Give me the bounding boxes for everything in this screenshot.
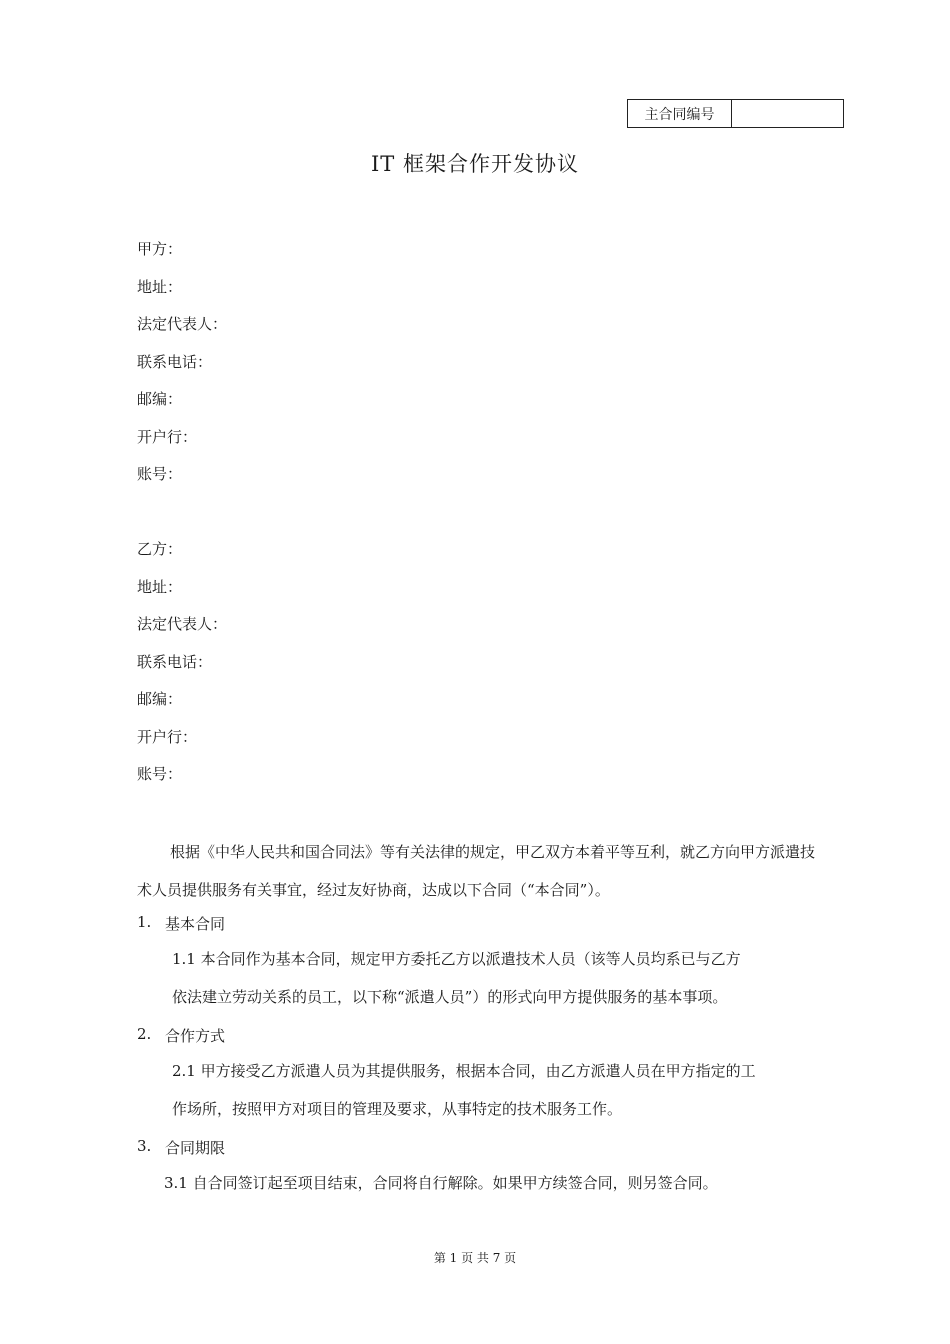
section-heading bbox=[137, 1025, 225, 1046]
section-heading bbox=[137, 1137, 225, 1158]
party-a-bank-field: 开户行： bbox=[137, 427, 198, 446]
party-a-name-field: 甲方： bbox=[137, 240, 183, 258]
intro-paragraph: 根据《中华人民共和国合同法》等有关法律的规定，甲乙双方本着平等互利，就乙方向甲方派遣技术人员提供服务有关事宜，经过友好协商，达成以下合同（“本合同”）。 bbox=[137, 843, 816, 899]
party-b-block bbox=[137, 537, 227, 800]
section-title: 合作方式 bbox=[165, 1027, 226, 1045]
section-title: 合同期限 bbox=[165, 1139, 226, 1157]
contract-number-label: 主合同编号 bbox=[628, 100, 732, 127]
party-b-account-field: 账号： bbox=[137, 765, 183, 783]
party-a-block bbox=[137, 237, 227, 500]
contract-number-box bbox=[627, 99, 844, 128]
clause-line: 2.1 甲方接受乙方派遣人员为其提供服务，根据本合同，由乙方派遣人员在甲方指定的工 bbox=[172, 1062, 756, 1080]
clause-1-1 bbox=[172, 941, 822, 1016]
page-footer: 第 1 页 共 7 页 bbox=[433, 1251, 517, 1265]
clause-2-1 bbox=[172, 1053, 822, 1128]
party-b-phone-field: 联系电话： bbox=[137, 652, 213, 671]
party-b-postcode-field: 邮编： bbox=[137, 690, 183, 708]
section-heading bbox=[137, 913, 225, 934]
party-b-legal-rep-field: 法定代表人： bbox=[137, 615, 228, 633]
clause-line: 1.1 本合同作为基本合同，规定甲方委托乙方以派遣技术人员（该等人员均系已与乙方 bbox=[172, 950, 741, 968]
contract-number-value bbox=[732, 100, 843, 127]
party-a-address-field: 地址： bbox=[137, 277, 183, 296]
clause-3-1 bbox=[164, 1165, 814, 1203]
party-a-phone-field: 联系电话： bbox=[137, 352, 213, 371]
party-a-account-field: 账号： bbox=[137, 465, 183, 483]
section-number: 3. bbox=[137, 1137, 152, 1155]
party-a-legal-rep-field: 法定代表人： bbox=[137, 315, 228, 333]
party-b-bank-field: 开户行： bbox=[137, 727, 198, 746]
clause-line: 3.1 自合同签订起至项目结束，合同将自行解除。如果甲方续签合同，则另签合同。 bbox=[164, 1174, 718, 1192]
section-title: 基本合同 bbox=[165, 915, 226, 933]
clause-line: 依法建立劳动关系的员工，以下称“派遣人员”）的形式向甲方提供服务的基本事项。 bbox=[172, 987, 728, 1006]
document-title: IT 框架合作开发协议 bbox=[371, 152, 579, 176]
party-b-address-field: 地址： bbox=[137, 577, 183, 596]
clause-line: 作场所，按照甲方对项目的管理及要求，从事特定的技术服务工作。 bbox=[172, 1099, 623, 1118]
party-a-postcode-field: 邮编： bbox=[137, 390, 183, 408]
section-number: 1. bbox=[137, 913, 152, 931]
party-b-name-field: 乙方： bbox=[137, 540, 183, 558]
section-number: 2. bbox=[137, 1025, 152, 1043]
